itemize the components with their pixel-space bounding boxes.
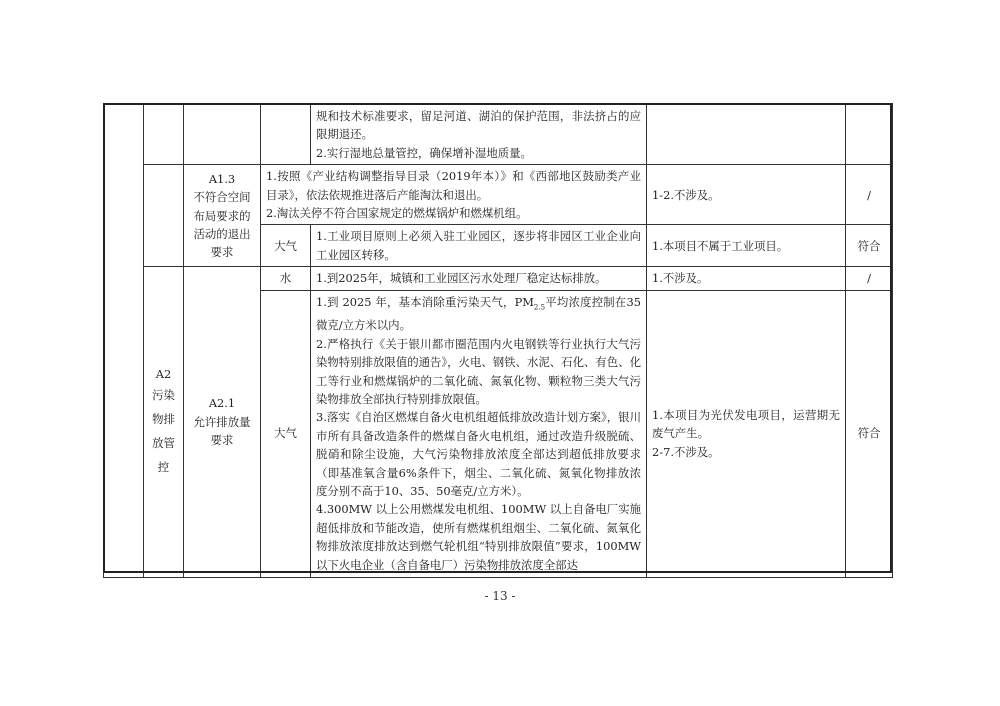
a1-3-title: 不符合空间布局要求的活动的退出要求 <box>193 190 251 260</box>
requirement-line: 2.严格执行《关于银川都市圈范围内火电钢铁等行业执行大气污染物特别排放限值的通告》，火电、钢铁、水泥、石化、有色、化工等行业和燃煤锅炉的二氧化硫、氮氧化物、颗粒物三类大气污染物排放全部执行特别排放限值。 <box>316 336 641 406</box>
table-row-a2-water <box>104 267 893 290</box>
blank-left-column <box>104 104 144 577</box>
a2-1-title: 允许排放量要求 <box>193 414 251 448</box>
requirement-line: 1.按照《产业结构调整指导目录（2019年本）》和《西部地区鼓励类产业目录》，依法依规推进落后产能淘汰和退出。 <box>266 169 641 202</box>
ecological-control-table <box>103 103 893 578</box>
a1-3-air-category: 大气 <box>261 225 311 267</box>
requirement-line: 规和技术标准要求，留足河道、湖泊的保护范围，非法挤占的应限期退还。 <box>316 109 641 142</box>
requirement-line: 2.淘汰关停不符合国家规定的燃煤锅炉和燃煤机组。 <box>266 206 528 221</box>
a1-3-general-analysis: 1-2.不涉及。 <box>647 165 846 225</box>
a2-water-category: 水 <box>261 267 311 290</box>
a2-1-code: A2.1 <box>208 396 236 411</box>
requirement-line: 4.300MW 以上公用燃煤发电机组、100MW 以上自备电厂实施超低排放和节能改造，使所有燃煤机组烟尘、二氧化硫、氮氧化物排放浓度排放达到燃气轮机组“特别排放限值”要求，100MW 以下火电企业（含自备电厂）污染物排放浓度全部达 <box>316 502 641 572</box>
conclusion-cell <box>846 104 893 165</box>
a1-3-air-requirement: 1.工业项目原则上必须入驻工业园区，逐步将非园区工业企业向工业园区转移。 <box>311 225 647 267</box>
a2-title: 污染物排放管控 <box>152 388 175 475</box>
requirement-cell <box>311 104 647 165</box>
a1-3-air-conclusion: 符合 <box>846 225 893 267</box>
a2-code: A2 <box>155 366 172 381</box>
a2-air-conclusion: 符合 <box>846 290 893 577</box>
a2-water-conclusion: / <box>846 267 893 290</box>
page-number: - 13 - <box>484 589 516 603</box>
requirement-line: 1.到 2025 年，基本消除重污染天气，$PM_{2.5}$平均浓度控制在35微克/立方米以内。 <box>316 294 641 333</box>
a2-label-cell <box>144 267 184 577</box>
a1-3-code: A1.3 <box>208 171 236 186</box>
requirement-line: 3.落实《自治区燃煤自备火电机组超低排放改造计划方案》，银川市所有具备改造条件的燃煤自备火电机组，通过改造升级脱硫、脱硝和除尘设施，大气污染物排放浓度全部达到超低排放要求（即基准氧含量6%条件下，烟尘、二氧化硫、氮氧化物排放浓度分别不高于10、35、50毫克/立方米）。 <box>316 410 641 498</box>
a2-air-analysis: 1.本项目为光伏发电项目，运营期无废气产生。 2-7.不涉及。 <box>647 290 846 577</box>
a1-3-air-analysis: 1.本项目不属于工业项目。 <box>647 225 846 267</box>
a1-3-label-cell <box>184 165 261 267</box>
requirement-line: 2.实行湿地总量管控，确保增补湿地质量。 <box>316 145 532 160</box>
blank-cell <box>144 104 184 165</box>
a2-air-category: 大气 <box>261 290 311 577</box>
a1-3-general-conclusion: / <box>846 165 893 225</box>
table-row-continuation <box>104 104 893 165</box>
a2-air-requirement <box>311 290 647 577</box>
table-row-a1-3-general <box>104 165 893 225</box>
a1-3-general-requirement <box>261 165 647 225</box>
blank-cell <box>261 104 311 165</box>
analysis-cell <box>647 104 846 165</box>
a2-1-label-cell <box>184 267 261 577</box>
a2-water-analysis: 1.不涉及。 <box>647 267 846 290</box>
blank-cell <box>184 104 261 165</box>
blank-cell <box>144 165 184 267</box>
a2-water-requirement: 1.到2025年，城镇和工业园区污水处理厂稳定达标排放。 <box>311 267 647 290</box>
